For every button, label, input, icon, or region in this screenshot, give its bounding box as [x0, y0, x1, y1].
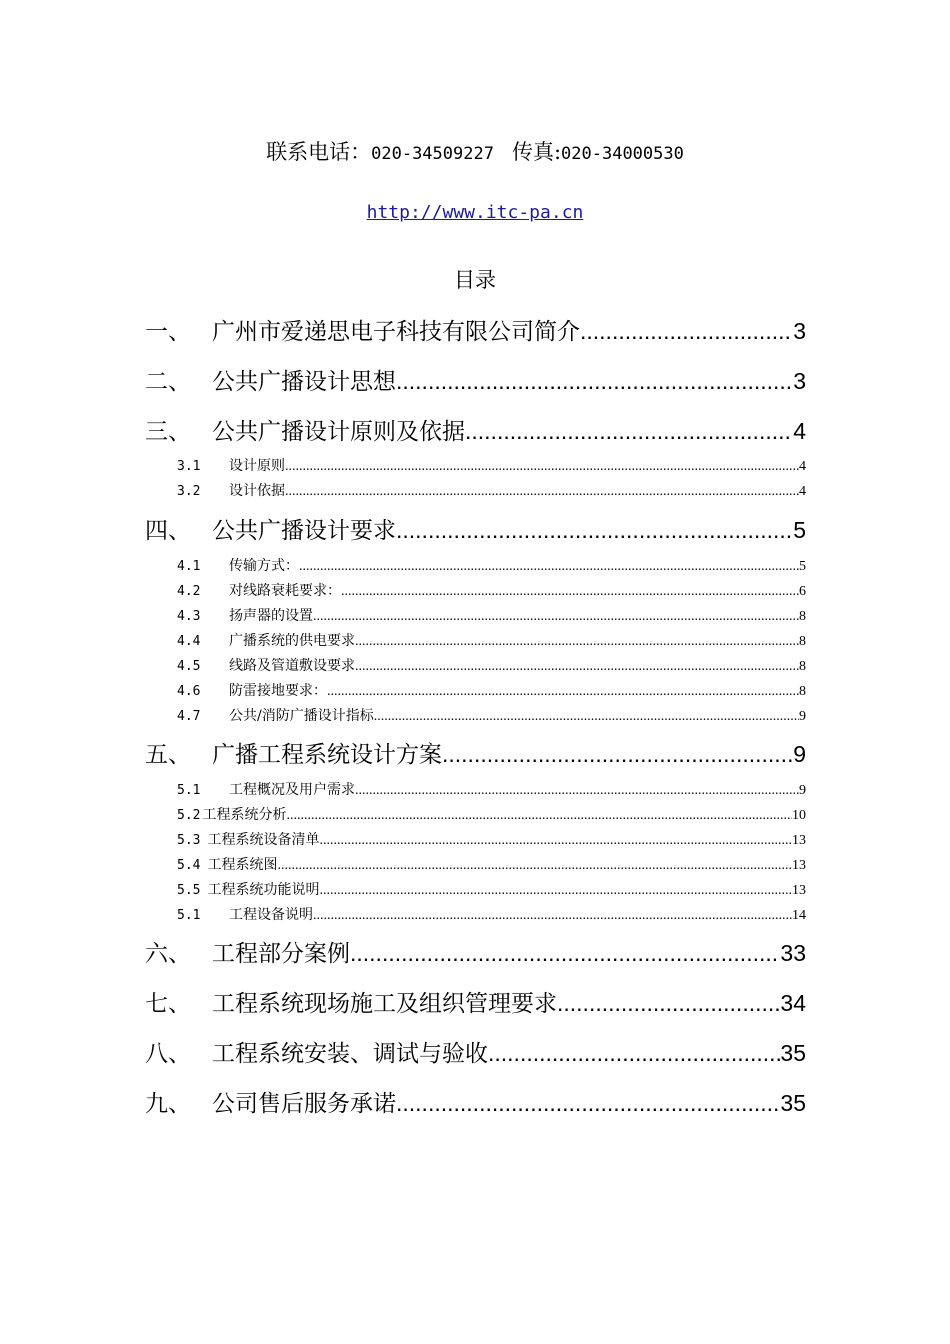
toc-entry[interactable]	[145, 413, 806, 443]
toc-title-text: 工程系统现场施工及组织管理要求	[212, 991, 557, 1017]
toc-page: 5	[793, 517, 806, 543]
toc-title-text: 设计依据	[229, 483, 285, 499]
toc-entry[interactable]	[145, 363, 806, 393]
toc-entry[interactable]	[145, 313, 806, 343]
toc-entry[interactable]	[177, 705, 806, 723]
toc-number: 九、	[145, 1091, 191, 1117]
toc-title-text: 工程系统安装、调试与验收	[212, 1041, 488, 1067]
toc-page: 35	[780, 1040, 806, 1066]
toc-leader	[313, 609, 799, 625]
toc-number: 4.2	[177, 584, 201, 599]
toc-entry[interactable]	[145, 1085, 806, 1115]
toc-entry[interactable]	[177, 879, 806, 897]
toc-title-text: 公共广播设计原则及依据	[212, 419, 465, 445]
toc-page: 6	[799, 584, 806, 599]
toc-title-text: 公共广播设计思想	[212, 369, 396, 395]
toc-leader	[341, 584, 799, 600]
toc-leader	[374, 709, 799, 725]
toc-page: 13	[792, 858, 806, 873]
toc-leader	[350, 940, 780, 967]
toc-leader	[319, 883, 792, 899]
toc-entry[interactable]	[177, 829, 806, 847]
toc-title-text: 公共广播设计要求	[212, 518, 396, 544]
toc-entry[interactable]	[177, 655, 806, 673]
toc-entry[interactable]	[177, 605, 806, 623]
toc-number: 5.1	[177, 783, 201, 798]
toc-entry[interactable]	[177, 904, 806, 922]
toc-entry[interactable]	[177, 455, 806, 473]
toc-leader	[442, 741, 793, 768]
toc-page: 5	[799, 559, 806, 574]
toc-number: 4.4	[177, 634, 201, 649]
toc-number: 二、	[145, 369, 191, 395]
toc-leader	[488, 1040, 780, 1067]
toc-title-text: 防雷接地要求：	[229, 683, 327, 699]
toc-title-text: 传输方式：	[229, 558, 299, 574]
toc-title-text: 广州市爱递思电子科技有限公司简介	[212, 319, 580, 345]
toc-page: 4	[799, 484, 806, 499]
toc-leader	[355, 634, 799, 650]
toc-title-text: 广播系统的供电要求	[229, 633, 355, 649]
phone-label: 联系电话：	[266, 140, 372, 164]
website-line	[0, 202, 950, 223]
toc-leader	[285, 484, 799, 500]
toc-entry[interactable]	[145, 1035, 806, 1065]
fax-label: 传真:	[511, 140, 562, 164]
toc-page: 9	[793, 741, 806, 767]
toc-leader	[580, 318, 793, 345]
toc-number: 四、	[145, 518, 191, 544]
toc-page: 8	[799, 634, 806, 649]
toc-entry[interactable]	[177, 480, 806, 498]
toc-number: 4.1	[177, 559, 201, 574]
website-link[interactable]: http://www.itc-pa.cn	[366, 202, 584, 223]
toc-entry[interactable]	[177, 680, 806, 698]
toc-entry[interactable]	[145, 935, 806, 965]
fax-number: 020-34000530	[561, 144, 684, 164]
toc-title-text: 线路及管道敷设要求	[229, 658, 355, 674]
toc-page: 3	[793, 368, 806, 394]
toc-title: 目录	[454, 268, 496, 292]
toc-leader	[396, 368, 793, 395]
toc-page: 9	[799, 783, 806, 798]
contact-line	[0, 136, 950, 166]
toc-number: 4.6	[177, 684, 201, 699]
toc-page: 10	[792, 808, 806, 823]
toc-title-text: 扬声器的设置	[229, 608, 313, 624]
toc-entry[interactable]	[177, 804, 806, 822]
toc-leader	[355, 659, 799, 675]
toc-number: 5.4	[177, 858, 201, 873]
toc-number: 5.3	[177, 833, 201, 848]
toc-number: 5.2	[177, 808, 201, 823]
toc-number: 5.1	[177, 908, 201, 923]
toc-number: 3.2	[177, 484, 201, 499]
toc-number: 5.5	[177, 883, 201, 898]
toc-page: 9	[799, 709, 806, 724]
toc-page: 13	[792, 883, 806, 898]
toc-number: 七、	[145, 991, 191, 1017]
toc-number: 3.1	[177, 459, 201, 474]
toc-entry[interactable]	[177, 580, 806, 598]
toc-leader	[285, 459, 799, 475]
toc-title-text: 工程部分案例	[212, 941, 350, 967]
toc-title-text: 工程系统分析	[202, 807, 287, 823]
toc-title-text: 对线路衰耗要求：	[229, 583, 341, 599]
toc-leader	[299, 559, 799, 575]
toc-leader	[277, 858, 792, 874]
toc-title-text: 工程系统设备清单	[207, 832, 320, 848]
toc-page: 14	[792, 908, 806, 923]
toc-leader	[396, 1090, 780, 1117]
toc-leader	[327, 684, 799, 700]
toc-title-text: 工程系统功能说明	[207, 882, 320, 898]
toc-page: 4	[799, 459, 806, 474]
toc-number: 4.3	[177, 609, 201, 624]
toc-leader	[319, 833, 792, 849]
toc-title-text: 工程概况及用户需求	[229, 782, 355, 798]
toc-page: 8	[799, 659, 806, 674]
toc-number: 4.5	[177, 659, 201, 674]
toc-page: 3	[793, 318, 806, 344]
toc-page: 33	[780, 940, 806, 966]
toc-entry[interactable]	[177, 854, 806, 872]
toc-number: 五、	[145, 742, 191, 768]
toc-entry[interactable]	[177, 630, 806, 648]
toc-title-text: 工程设备说明	[229, 907, 313, 923]
toc-number: 4.7	[177, 709, 201, 724]
toc-leader	[465, 418, 793, 445]
toc-number: 六、	[145, 941, 191, 967]
toc-number: 八、	[145, 1041, 191, 1067]
toc-number: 三、	[145, 419, 191, 445]
toc-title-text: 广播工程系统设计方案	[212, 742, 442, 768]
toc-leader	[355, 783, 799, 799]
toc-page: 35	[780, 1090, 806, 1116]
toc-entry[interactable]	[145, 512, 806, 542]
toc-title-text: 设计原则	[229, 458, 285, 474]
toc-title-text: 工程系统图	[207, 857, 278, 873]
toc-entry[interactable]	[177, 555, 806, 573]
toc-page: 4	[793, 418, 806, 444]
toc-leader	[286, 808, 792, 824]
toc-leader	[557, 990, 780, 1017]
toc-title-text: 公司售后服务承诺	[212, 1091, 396, 1117]
toc-title-text: 公共/消防广播设计指标	[229, 708, 374, 724]
toc-page: 8	[799, 684, 806, 699]
toc-leader	[313, 908, 792, 924]
toc-page: 13	[792, 833, 806, 848]
toc-number: 一、	[145, 319, 191, 345]
toc-page: 34	[780, 990, 806, 1016]
toc-entry[interactable]	[177, 779, 806, 797]
toc-leader	[396, 517, 793, 544]
toc-entry[interactable]	[145, 985, 806, 1015]
toc-entry[interactable]	[145, 736, 806, 766]
phone-number: 020-34509227	[371, 144, 494, 164]
toc-page: 8	[799, 609, 806, 624]
